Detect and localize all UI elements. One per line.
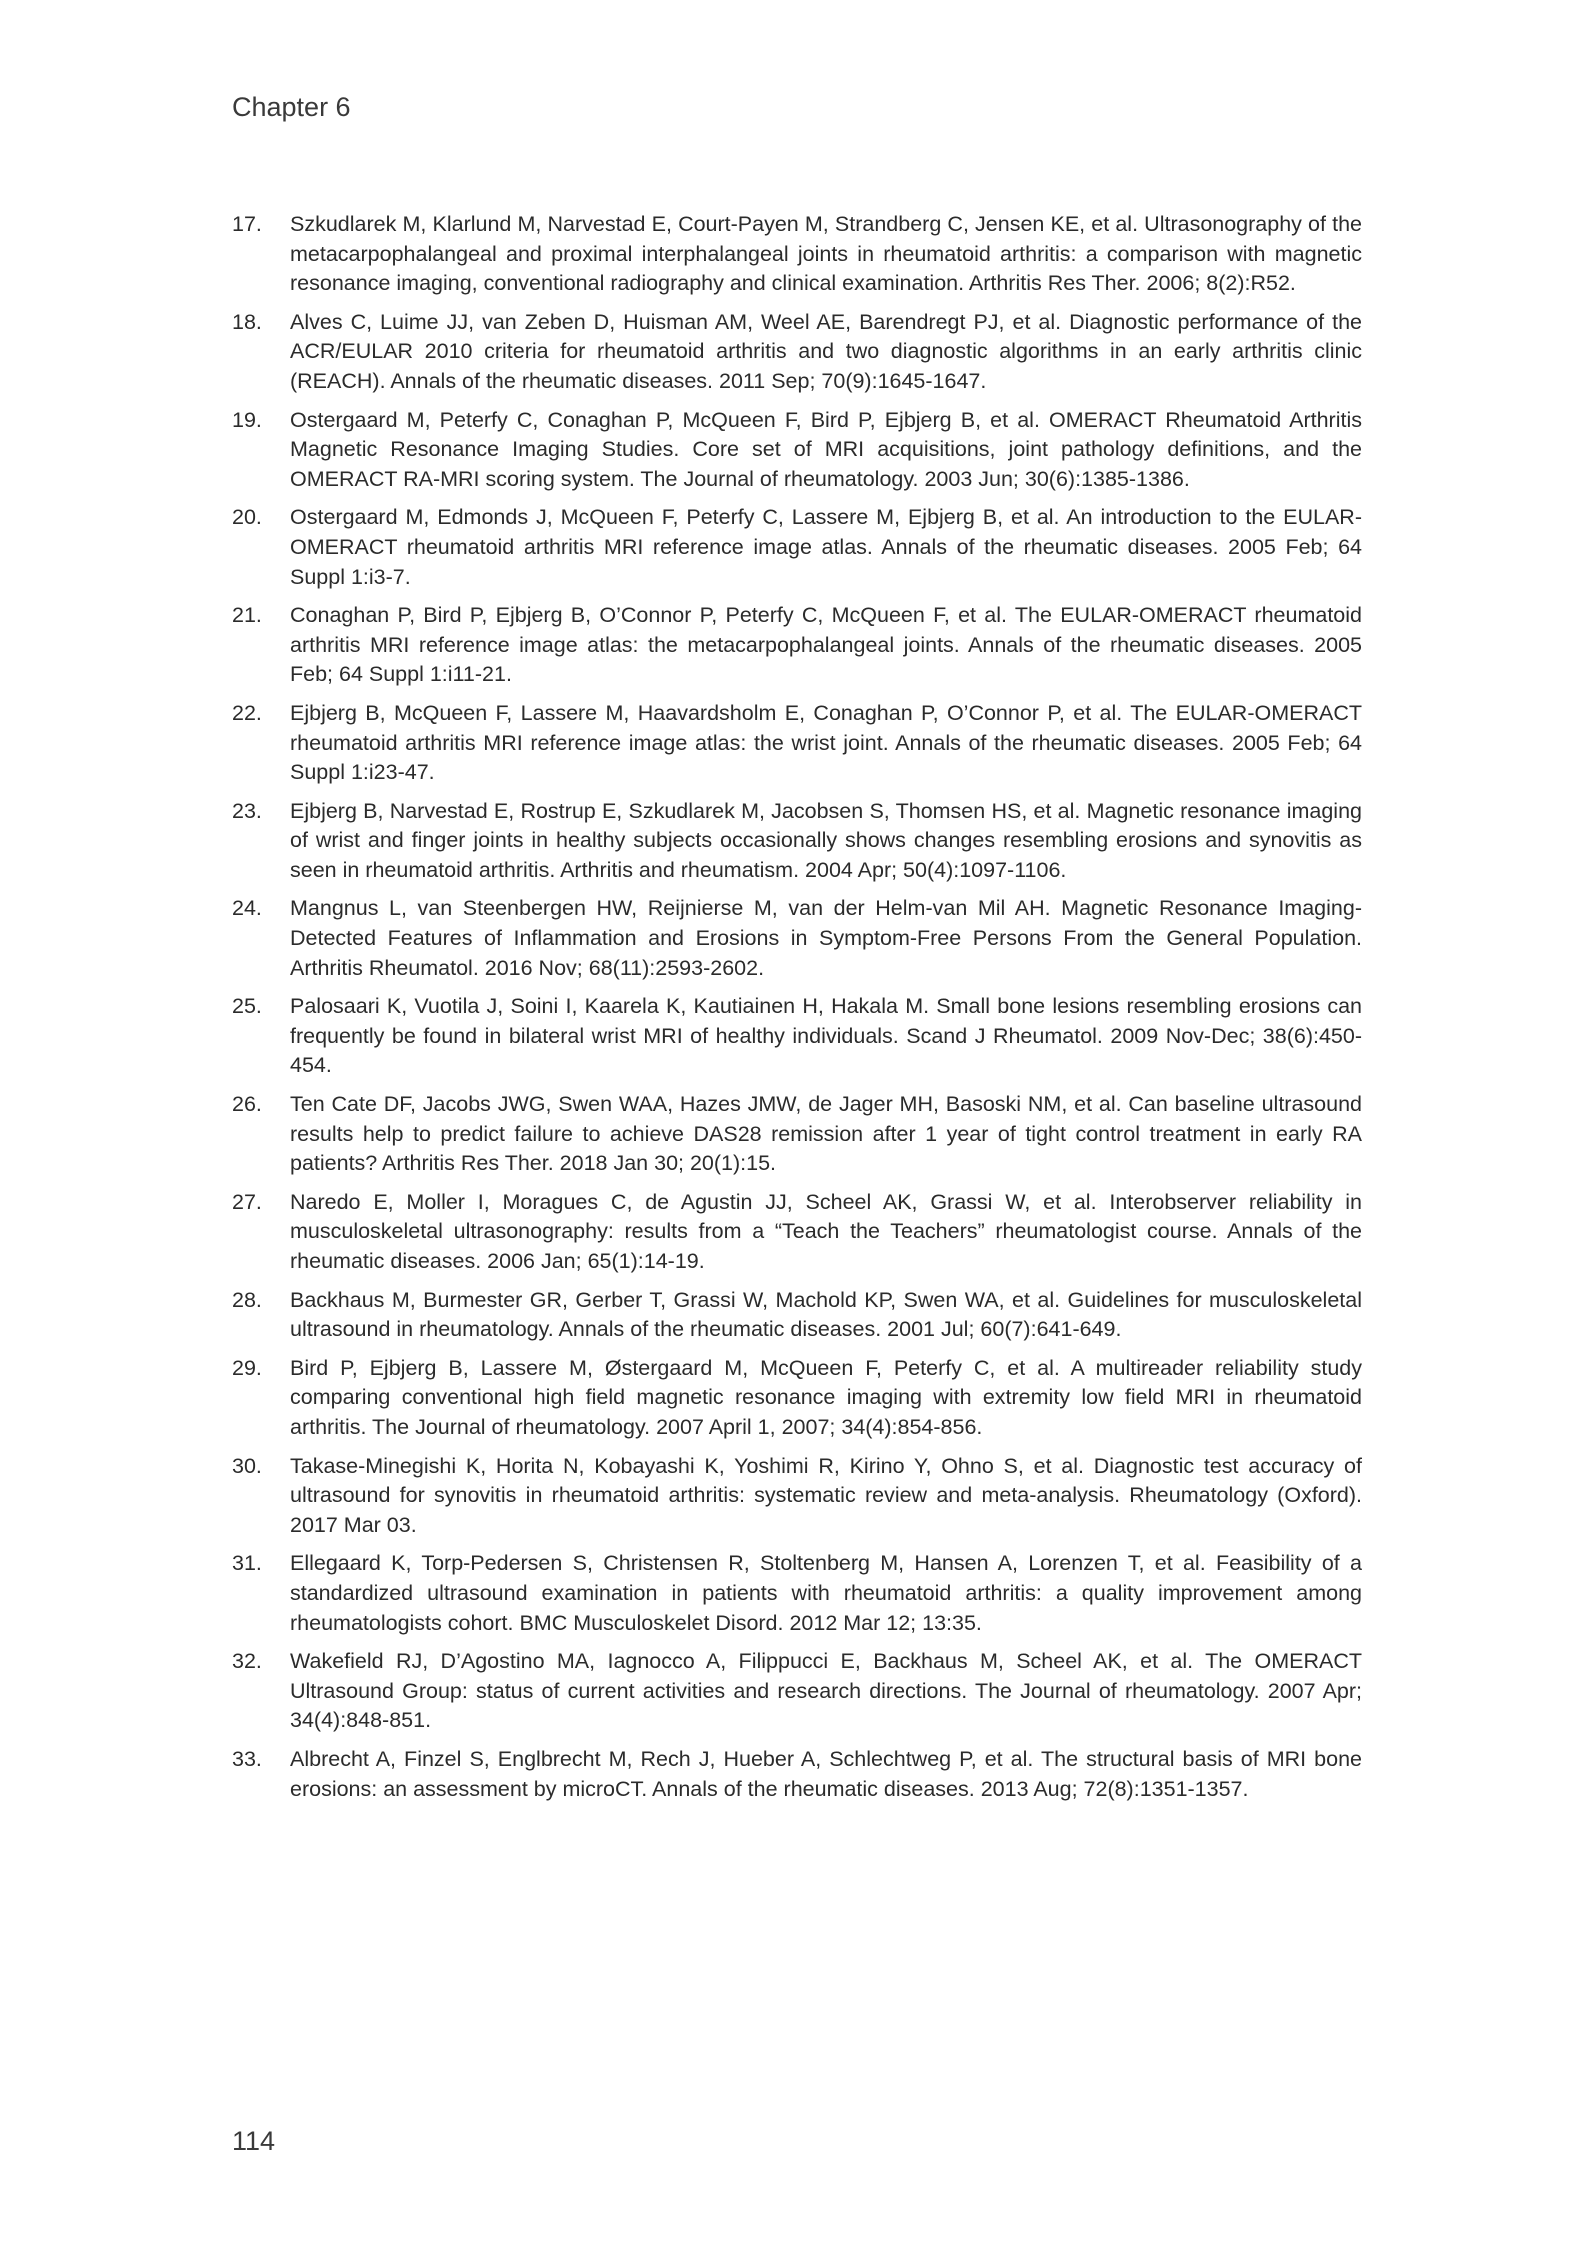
reference-number: 22. [232, 700, 262, 725]
reference-item [232, 1452, 1362, 1541]
reference-text: Wakefield RJ, D’Agostino MA, Iagnocco A, Filippucci E, Backhaus M, Scheel AK, et al. The OMERACT Ultrasound Group: status of current activities and research directions. The Journal of rheumatology. 2007 Apr; 34(4):848-851. [290, 1649, 1362, 1733]
reference-text: Alves C, Luime JJ, van Zeben D, Huisman AM, Weel AE, Barendregt PJ, et al. Diagnostic performance of the ACR/EULAR 2010 criteria for rheumatoid arthritis and two diagnostic algorithms in an early arthritis clinic (REACH). Annals of the rheumatic diseases. 2011 Sep; 70(9):1645-1647. [290, 309, 1362, 393]
reference-number: 18. [232, 309, 262, 334]
reference-list [232, 210, 1362, 1813]
reference-number: 20. [232, 505, 262, 530]
reference-number: 32. [232, 1649, 262, 1674]
reference-text: Ejbjerg B, McQueen F, Lassere M, Haavardsholm E, Conaghan P, O’Connor P, et al. The EULAR-OMERACT rheumatoid arthritis MRI reference image atlas: the wrist joint. Annals of the rheumatic diseases. 2005 Feb; 64 Suppl 1:i23-47. [290, 700, 1362, 785]
reference-text: Naredo E, Moller I, Moragues C, de Agustin JJ, Scheel AK, Grassi W, et al. Interobserver reliability in musculoskeletal ultrasonography: results from a “Teach the Teachers” rheumatologist course. Annals of the rheumatic diseases. 2006 Jan; 65(1):14-19. [290, 1189, 1362, 1273]
reference-text: Palosaari K, Vuotila J, Soini I, Kaarela K, Kautiainen H, Hakala M. Small bone lesions resembling erosions can frequently be found in bilateral wrist MRI of healthy individuals. Scand J Rheumatol. 2009 Nov-Dec; 38(6):450-454. [290, 994, 1362, 1078]
reference-item [232, 1647, 1362, 1736]
reference-item [232, 699, 1362, 788]
chapter-header: Chapter 6 [232, 92, 351, 122]
reference-item [232, 1745, 1362, 1804]
reference-text: Ejbjerg B, Narvestad E, Rostrup E, Szkudlarek M, Jacobsen S, Thomsen HS, et al. Magnetic resonance imaging of wrist and finger joints in healthy subjects occasionally shows changes resembling erosions and synovitis as seen in rheumatoid arthritis. Arthritis and rheumatism. 2004 Apr; 50(4):1097-1106. [290, 798, 1362, 882]
reference-number: 25. [232, 994, 262, 1019]
reference-number: 24. [232, 896, 262, 921]
reference-text: Ten Cate DF, Jacobs JWG, Swen WAA, Hazes JMW, de Jager MH, Basoski NM, et al. Can baseline ultrasound results help to predict failure to achieve DAS28 remission after 1 year of tight control treatment in early RA patients? Arthritis Res Ther. 2018 Jan 30; 20(1):15. [290, 1092, 1362, 1176]
reference-item [232, 1354, 1362, 1443]
reference-item [232, 797, 1362, 886]
reference-text: Ostergaard M, Peterfy C, Conaghan P, McQueen F, Bird P, Ejbjerg B, et al. OMERACT Rheumatoid Arthritis Magnetic Resonance Imaging Studies. Core set of MRI acquisitions, joint pathology definitions, and the OMERACT RA-MRI scoring system. The Journal of rheumatology. 2003 Jun; 30(6):1385-1386. [290, 407, 1362, 491]
reference-text: Takase-Minegishi K, Horita N, Kobayashi K, Yoshimi R, Kirino Y, Ohno S, et al. Diagnostic test accuracy of ultrasound for synovitis in rheumatoid arthritis: systematic review and meta-analysis. Rheumatology (Oxford). 2017 Mar 03. [290, 1453, 1362, 1537]
reference-number: 33. [232, 1746, 262, 1771]
reference-item [232, 1090, 1362, 1179]
reference-text: Backhaus M, Burmester GR, Gerber T, Grassi W, Machold KP, Swen WA, et al. Guidelines for musculoskeletal ultrasound in rheumatology. Annals of the rheumatic diseases. 2001 Jul; 60(7):641-649. [290, 1287, 1362, 1342]
reference-item [232, 992, 1362, 1081]
reference-text: Albrecht A, Finzel S, Englbrecht M, Rech J, Hueber A, Schlechtweg P, et al. The structural basis of MRI bone erosions: an assessment by microCT. Annals of the rheumatic diseases. 2013 Aug; 72(8):1351-1357. [290, 1746, 1362, 1801]
reference-number: 30. [232, 1453, 262, 1478]
reference-number: 27. [232, 1189, 262, 1214]
reference-item [232, 601, 1362, 690]
reference-number: 21. [232, 603, 262, 628]
reference-item [232, 503, 1362, 592]
reference-number: 23. [232, 798, 262, 823]
reference-text: Bird P, Ejbjerg B, Lassere M, Østergaard M, McQueen F, Peterfy C, et al. A multireader reliability study comparing conventional high field magnetic resonance imaging with extremity low field MRI in rheumatoid arthritis. The Journal of rheumatology. 2007 April 1, 2007; 34(4):854-856. [290, 1355, 1362, 1439]
reference-number: 17. [232, 212, 262, 236]
reference-number: 29. [232, 1355, 262, 1380]
reference-item [232, 406, 1362, 495]
reference-item [232, 894, 1362, 983]
reference-number: 19. [232, 407, 262, 432]
reference-text: Ellegaard K, Torp-Pedersen S, Christensen R, Stoltenberg M, Hansen A, Lorenzen T, et al. Feasibility of a standardized ultrasound examination in patients with rheumatoid arthritis: a quality improvement among rheumatologists cohort. BMC Musculoskelet Disord. 2012 Mar 12; 13:35. [290, 1551, 1362, 1635]
reference-item [232, 1549, 1362, 1638]
reference-item [232, 1188, 1362, 1277]
reference-item [232, 1286, 1362, 1345]
reference-number: 28. [232, 1287, 262, 1312]
reference-item [232, 210, 1362, 299]
page-number: 114 [232, 2126, 276, 2156]
reference-text: Ostergaard M, Edmonds J, McQueen F, Peterfy C, Lassere M, Ejbjerg B, et al. An introduction to the EULAR-OMERACT rheumatoid arthritis MRI reference image atlas. Annals of the rheumatic diseases. 2005 Feb; 64 Suppl 1:i3-7. [290, 505, 1362, 589]
reference-text: Mangnus L, van Steenbergen HW, Reijnierse M, van der Helm-van Mil AH. Magnetic Resonance Imaging-Detected Features of Inflammation and Erosions in Symptom-Free Persons From the General Population. Arthritis Rheumatol. 2016 Nov; 68(11):2593-2602. [290, 896, 1362, 980]
reference-item [232, 308, 1362, 397]
reference-number: 26. [232, 1092, 262, 1117]
reference-number: 31. [232, 1551, 262, 1576]
reference-text: Szkudlarek M, Klarlund M, Narvestad E, Court-Payen M, Strandberg C, Jensen KE, et al. Ultrasonography of the metacarpophalangeal and proximal interphalangeal joints in rheumatoid arthritis: a comparison with magnetic resonance imaging, conventional radiography and clinical examination. Arthritis Res Ther. 2006; 8(2):R52. [290, 212, 1362, 296]
reference-text: Conaghan P, Bird P, Ejbjerg B, O’Connor P, Peterfy C, McQueen F, et al. The EULAR-OMERACT rheumatoid arthritis MRI reference image atlas: the metacarpophalangeal joints. Annals of the rheumatic diseases. 2005 Feb; 64 Suppl 1:i11-21. [290, 603, 1362, 687]
